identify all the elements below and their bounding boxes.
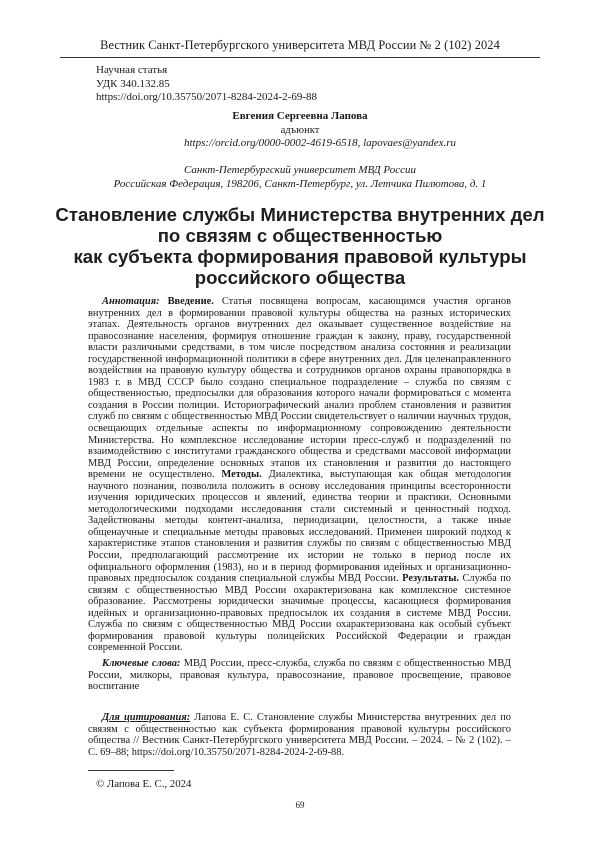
title-line-3: как субъекта формирования правовой культуры (73, 246, 527, 267)
running-head: Вестник Санкт-Петербургского университета МВД России № 2 (102) 2024 (60, 38, 540, 58)
affiliation-line-1: Санкт-Петербургский университет МВД России (183, 164, 417, 176)
author-block (0, 110, 600, 151)
abstract-results-text: Служба по связям с общественностью МВД России охарактеризована как комплексное системное образование. Рассмотрены юридически значимые процессы, касающиеся формирования идейных и организационно-правовых предпосылок их создания в системе МВД России. Служба по связям с общественностью МВД России охарактеризована как особый субъект формирования правовой культуры полицейских Российской Федерации и граждан современной России. (88, 573, 512, 654)
footnote-divider (88, 770, 174, 771)
udc-code: УДК 340.132.85 (96, 77, 170, 90)
title-line-4: российского общества (194, 267, 406, 288)
page-number: 69 (295, 800, 305, 810)
author-name: Евгения Сергеевна Лапова (232, 110, 368, 122)
author-contacts[interactable]: https://orcid.org/0000-0002-4619-6518, lapovaes@yandex.ru (183, 137, 457, 150)
affiliation (0, 164, 600, 191)
author-role: адъюнкт (280, 124, 320, 136)
abstract-methods-label: Методы. (221, 469, 262, 481)
abstract (88, 296, 511, 654)
citation-label: Для цитирования: (102, 712, 191, 723)
keywords (88, 658, 511, 693)
abstract-methods-text: Диалектика, выступающая как общая методология научного познания, позволила положить в основу исследования принципы всесторонности изучения юридических процессов и явлений, единства теории и практики. Основными методологическими подходами исследования стали системный и ценностный подход. Задействованы методы контент-анализа, периодизации, целостности, а также иные общенаучные и специальные методы правовых исследований. Применен широкий подход к характеристике этапов становления и развития службы по связям с общественностью МВД России, предполагающий рассмотрение их истории не только в период после их официального оформления (1983), но и в период формирования идейных и организационно-правовых предпосылок создания специальной службы МВД России. (88, 469, 512, 585)
article-title (40, 204, 560, 288)
abstract-intro-label: Введение. (167, 296, 214, 307)
abstract-intro-text: Статья посвящена вопросам, касающимся участия органов внутренних дел в формировании правовой культуры общества на разных исторических этапах. Деятельность органов внутренних дел оказывает существенное воздействие на правосознание населения, формируя отношение граждан к закону, праву, государственной власти различными средствами, в том числе посредством анализа состояния и реализации государственной информационной политики в сфере внутренних дел. Для целенаправленного воздействия на правовую культуру общества и сотрудников органов охраны правопорядка в 1983 г. в МВД СССР было создано специальное подразделение – служба по связям с общественностью, предпосылки для образования которого начали формироваться с момента создания в России полиции. Историографический анализ проблем становления и развития служб по связям с общественностью МВД России свидетельствует о наличии научных трудов, освещающих отдельные аспекты по информационному сопровождению деятельности Министерства. Но комплексное исследование истории пресс-служб и подразделений по взаимодействию с институтами гражданского общества и средствами массовой информации МВД России, определение основных этапов их становления и развития до настоящего времени не осуществлено. (88, 296, 511, 481)
title-line-2: по связям с общественностью (157, 225, 443, 246)
keywords-text: МВД России, пресс-служба, служба по связям с общественностью МВД России, милкоры, правовая культура, правосознание, правовое просвещение, правовое воспитание (88, 658, 511, 693)
affiliation-line-2: Российская Федерация, 198206, Санкт-Петербург, ул. Летчика Пилютова, д. 1 (113, 177, 487, 190)
abstract-label: Аннотация: (102, 296, 160, 307)
citation-text: Лапова Е. С. Становление службы Министерства внутренних дел по связям с общественностью как субъекта формирования правовой культуры российского общества // Вестник Санкт-Петербургского университета МВД России. – 2024. – № 2 (102). – С. 69–88; https://doi.org/10.35750/2071-8284-2024-2-69-88. (88, 712, 512, 758)
title-line-1: Становление службы Министерства внутренних дел (55, 204, 545, 225)
citation (88, 712, 511, 758)
keywords-label: Ключевые слова: (102, 658, 181, 669)
copyright-notice: © Лапова Е. С., 2024 (96, 778, 192, 790)
abstract-results-label: Результаты. (402, 573, 459, 585)
doi-link[interactable]: https://doi.org/10.35750/2071-8284-2024-2-69-88 (96, 91, 318, 104)
article-meta (96, 64, 317, 105)
article-type: Научная статья (96, 64, 168, 76)
